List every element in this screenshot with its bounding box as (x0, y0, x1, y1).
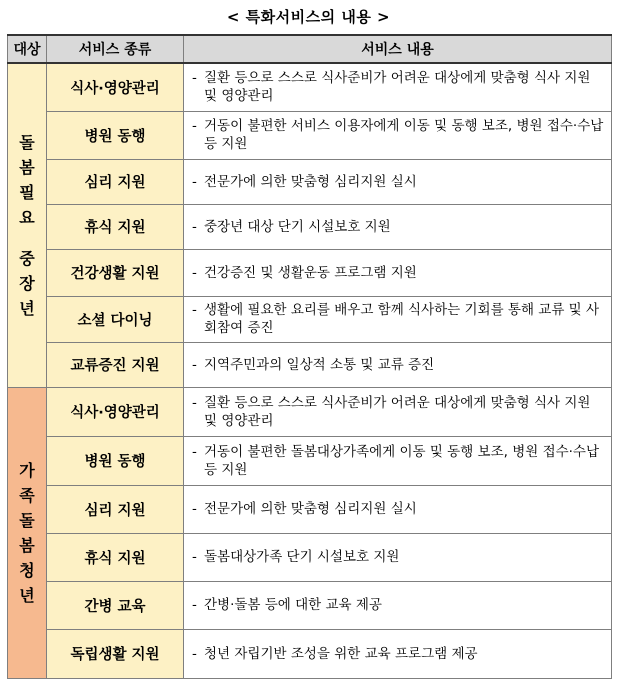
service-desc-text: 질환 등으로 스스로 식사준비가 어려운 대상에게 맞춤형 식사 지원 및 영양관리 (204, 394, 591, 429)
dash: - (192, 70, 197, 87)
service-desc-text: 질환 등으로 스스로 식사준비가 어려운 대상에게 맞춤형 식사 지원 및 영양관리 (204, 70, 591, 105)
header-service-type: 서비스 종류 (47, 35, 184, 63)
service-type: 심리 지원 (47, 159, 184, 204)
table-row (8, 629, 612, 678)
group-label-family-caregiving-youth (8, 387, 47, 678)
dash: - (192, 394, 197, 411)
group-label-char: 돌 (19, 132, 35, 152)
dash: - (192, 173, 197, 190)
service-desc (184, 629, 612, 678)
service-type: 독립생활 지원 (47, 629, 184, 678)
group-label-char: 청 (19, 560, 35, 580)
service-desc (184, 159, 612, 204)
service-type: 식사·영양관리 (47, 387, 184, 436)
service-type: 식사·영양관리 (47, 63, 184, 111)
group-label-char: 장 (19, 273, 35, 293)
table-row (8, 204, 612, 249)
service-desc-text: 중장년 대상 단기 시설보호 지원 (204, 218, 391, 235)
dash: - (192, 118, 197, 134)
service-desc-text: 생활에 필요한 요리를 배우고 함께 식사하는 기회를 통해 교류 및 사회참여 증진 (204, 302, 600, 336)
table-row (8, 436, 612, 485)
service-desc (184, 249, 612, 296)
group-label-char: 필 (19, 182, 35, 202)
dash: - (192, 549, 197, 565)
group-label-char: 요 (19, 207, 35, 227)
service-desc-text: 건강증진 및 생활운동 프로그램 지원 (204, 264, 417, 281)
service-type: 휴식 지원 (47, 533, 184, 581)
service-desc (184, 204, 612, 249)
table-row (8, 342, 612, 387)
service-desc-text: 지역주민과의 일상적 소통 및 교류 증진 (204, 356, 435, 373)
service-desc-text: 거동이 불편한 돌봄대상가족에게 이동 및 동행 보조, 병원 접수·수납 등 지원 (204, 443, 600, 478)
table-row (8, 485, 612, 533)
service-type: 병원 동행 (47, 111, 184, 159)
table-row (8, 159, 612, 204)
service-desc (184, 387, 612, 436)
dash: - (192, 356, 197, 373)
service-desc (184, 342, 612, 387)
group-label-char: 봄 (19, 157, 35, 177)
header-target: 대상 (8, 35, 47, 63)
group-label-char: 돌 (19, 510, 35, 530)
table-row (8, 296, 612, 342)
group-label-char (8, 230, 46, 246)
service-type: 심리 지원 (47, 485, 184, 533)
service-desc-text: 간병·돌봄 등에 대한 교육 제공 (204, 597, 382, 613)
dash: - (192, 218, 197, 235)
dash: - (192, 264, 197, 281)
table-row (8, 581, 612, 629)
dash: - (192, 645, 197, 662)
service-desc (184, 63, 612, 111)
header-service-content: 서비스 내용 (184, 35, 612, 63)
dash: - (192, 501, 197, 517)
service-desc-text: 돌봄대상가족 단기 시설보호 지원 (204, 549, 400, 565)
service-type: 소셜 다이닝 (47, 296, 184, 342)
service-desc (184, 485, 612, 533)
group-label-char: 년 (19, 298, 35, 318)
service-desc-text: 전문가에 의한 맞춤형 심리지원 실시 (204, 501, 417, 517)
group-label-char: 가 (19, 460, 35, 480)
dash: - (192, 597, 197, 613)
services-table (7, 34, 612, 679)
group-label-char: 중 (19, 248, 35, 268)
page-title: < 특화서비스의 내용 > (226, 8, 391, 26)
group-label-char: 봄 (19, 535, 35, 555)
group-label-char: 족 (19, 485, 35, 505)
service-desc-text: 거동이 불편한 서비스 이용자에게 이동 및 동행 보조, 병원 접수·수납 등 지원 (204, 118, 604, 152)
table-row (8, 111, 612, 159)
dash: - (192, 302, 197, 318)
service-desc-text: 전문가에 의한 맞춤형 심리지원 실시 (204, 173, 417, 190)
table-row (8, 387, 612, 436)
service-type: 교류증진 지원 (47, 342, 184, 387)
table-row (8, 63, 612, 111)
service-desc (184, 296, 612, 342)
group-label-char: 년 (19, 585, 35, 605)
table-row (8, 533, 612, 581)
service-desc (184, 533, 612, 581)
dash: - (192, 443, 197, 460)
service-type: 병원 동행 (47, 436, 184, 485)
table-header-row (8, 35, 612, 63)
table-row (8, 249, 612, 296)
group-label-middle-aged (8, 63, 47, 387)
service-desc (184, 111, 612, 159)
service-type: 휴식 지원 (47, 204, 184, 249)
service-desc (184, 581, 612, 629)
service-type: 건강생활 지원 (47, 249, 184, 296)
service-desc-text: 청년 자립기반 조성을 위한 교육 프로그램 제공 (204, 645, 478, 662)
service-desc (184, 436, 612, 485)
service-type: 간병 교육 (47, 581, 184, 629)
